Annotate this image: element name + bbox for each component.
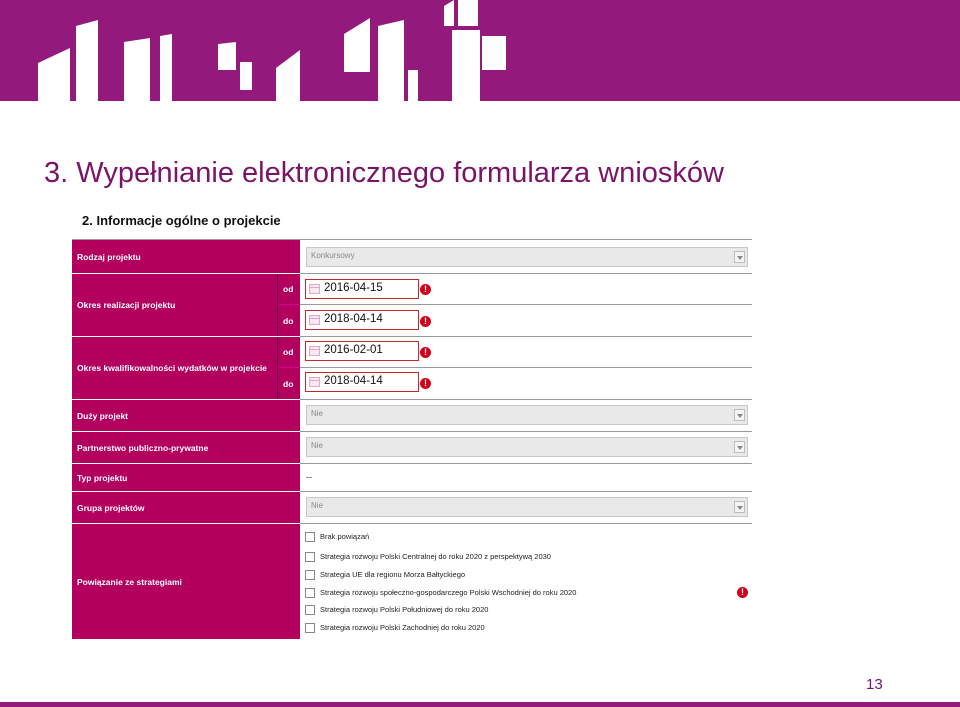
partnerstwo-select[interactable] [306,437,748,457]
strategy-option-label: Strategia rozwoju Polski Zachodniej do roku 2020 [320,623,485,632]
calendar-icon[interactable] [309,346,320,356]
header-banner [0,0,960,101]
rodzaj-projektu-select[interactable] [306,247,748,267]
calendar-icon[interactable] [309,377,320,387]
checkbox[interactable] [305,570,315,580]
strategy-option[interactable] [305,621,485,634]
kwalifikowalnosci-od-value: 2016-02-01 [324,344,383,356]
row-divider [300,399,752,400]
row-divider [300,367,752,368]
label-kwalifikowalnosci-od: od [278,337,300,367]
label-rodzaj-projektu: Rodzaj projektu [72,240,300,273]
chevron-down-icon[interactable] [734,501,745,513]
row-divider [300,304,752,305]
strategy-option-label: Strategia rozwoju Polski Południowej do roku 2020 [320,605,489,614]
realizacji-od-date-input[interactable] [305,279,419,299]
label-realizacji-do: do [278,305,300,336]
partnerstwo-value: Nie [311,441,324,450]
label-okres-realizacji: Okres realizacji projektu [72,274,278,336]
error-icon: ! [420,316,431,327]
duzy-projekt-value: Nie [311,409,324,418]
strategy-option-label: Brak powiązań [320,532,370,541]
footer-line [0,702,960,707]
label-powiazanie-strategie: Powiązanie ze strategiami [72,524,300,639]
grupa-projektow-value: Nie [311,501,324,510]
page-number: 13 [866,676,883,693]
chevron-down-icon[interactable] [734,441,745,453]
realizacji-do-value: 2018-04-14 [324,313,383,325]
checkbox[interactable] [305,605,315,615]
kwalifikowalnosci-do-date-input[interactable] [305,372,419,392]
slide-title: 3. Wypełnianie elektronicznego formularza wniosków [44,157,724,189]
label-grupa-projektow: Grupa projektów [72,492,300,523]
grupa-projektow-select[interactable] [306,497,748,517]
strategy-option[interactable] [305,550,551,563]
label-okres-kwalifikowalnosci: Okres kwalifikowalności wydatków w projekcie [72,337,278,399]
error-icon: ! [420,284,431,295]
strategy-option-label: Strategia rozwoju Polski Centralnej do roku 2020 z perspektywą 2030 [320,552,551,561]
error-icon: ! [420,378,431,389]
kwalifikowalnosci-od-date-input[interactable] [305,341,419,361]
error-icon: ! [737,587,748,598]
strategy-option[interactable] [305,603,488,616]
typ-projektu-value: -- [306,472,312,482]
duzy-projekt-select[interactable] [306,405,748,425]
strategy-option-label: Strategia UE dla regionu Morza Bałtyckiego [320,570,466,579]
calendar-icon[interactable] [309,315,320,325]
checkbox[interactable] [305,588,315,598]
checkbox[interactable] [305,552,315,562]
section-title: 2. Informacje ogólne o projekcie [82,213,281,228]
project-info-form [72,239,752,639]
label-duzy-projekt: Duży projekt [72,400,300,431]
logo-graphic [0,0,960,101]
strategy-option-label: Strategia rozwoju społeczno-gospodarczego Polski Wschodniej do roku 2020 [320,588,577,597]
strategy-option[interactable] [305,568,465,581]
label-partnerstwo: Partnerstwo publiczno-prywatne [72,432,300,463]
row-divider [300,273,752,274]
row-divider [300,491,752,492]
label-typ-projektu: Typ projektu [72,464,300,491]
realizacji-do-date-input[interactable] [305,310,419,330]
checkbox[interactable] [305,532,315,542]
error-icon: ! [420,347,431,358]
checkbox[interactable] [305,623,315,633]
row-divider [300,336,752,337]
strategy-option[interactable] [305,586,576,599]
row-divider [300,431,752,432]
strategy-option[interactable] [305,530,369,543]
row-divider [300,523,752,524]
realizacji-od-value: 2016-04-15 [324,282,383,294]
calendar-icon[interactable] [309,284,320,294]
label-kwalifikowalnosci-do: do [278,368,300,399]
rodzaj-projektu-value: Konkursowy [311,251,355,260]
label-realizacji-od: od [278,274,300,304]
chevron-down-icon[interactable] [734,409,745,421]
chevron-down-icon[interactable] [734,251,745,263]
row-divider [300,463,752,464]
kwalifikowalnosci-do-value: 2018-04-14 [324,375,383,387]
